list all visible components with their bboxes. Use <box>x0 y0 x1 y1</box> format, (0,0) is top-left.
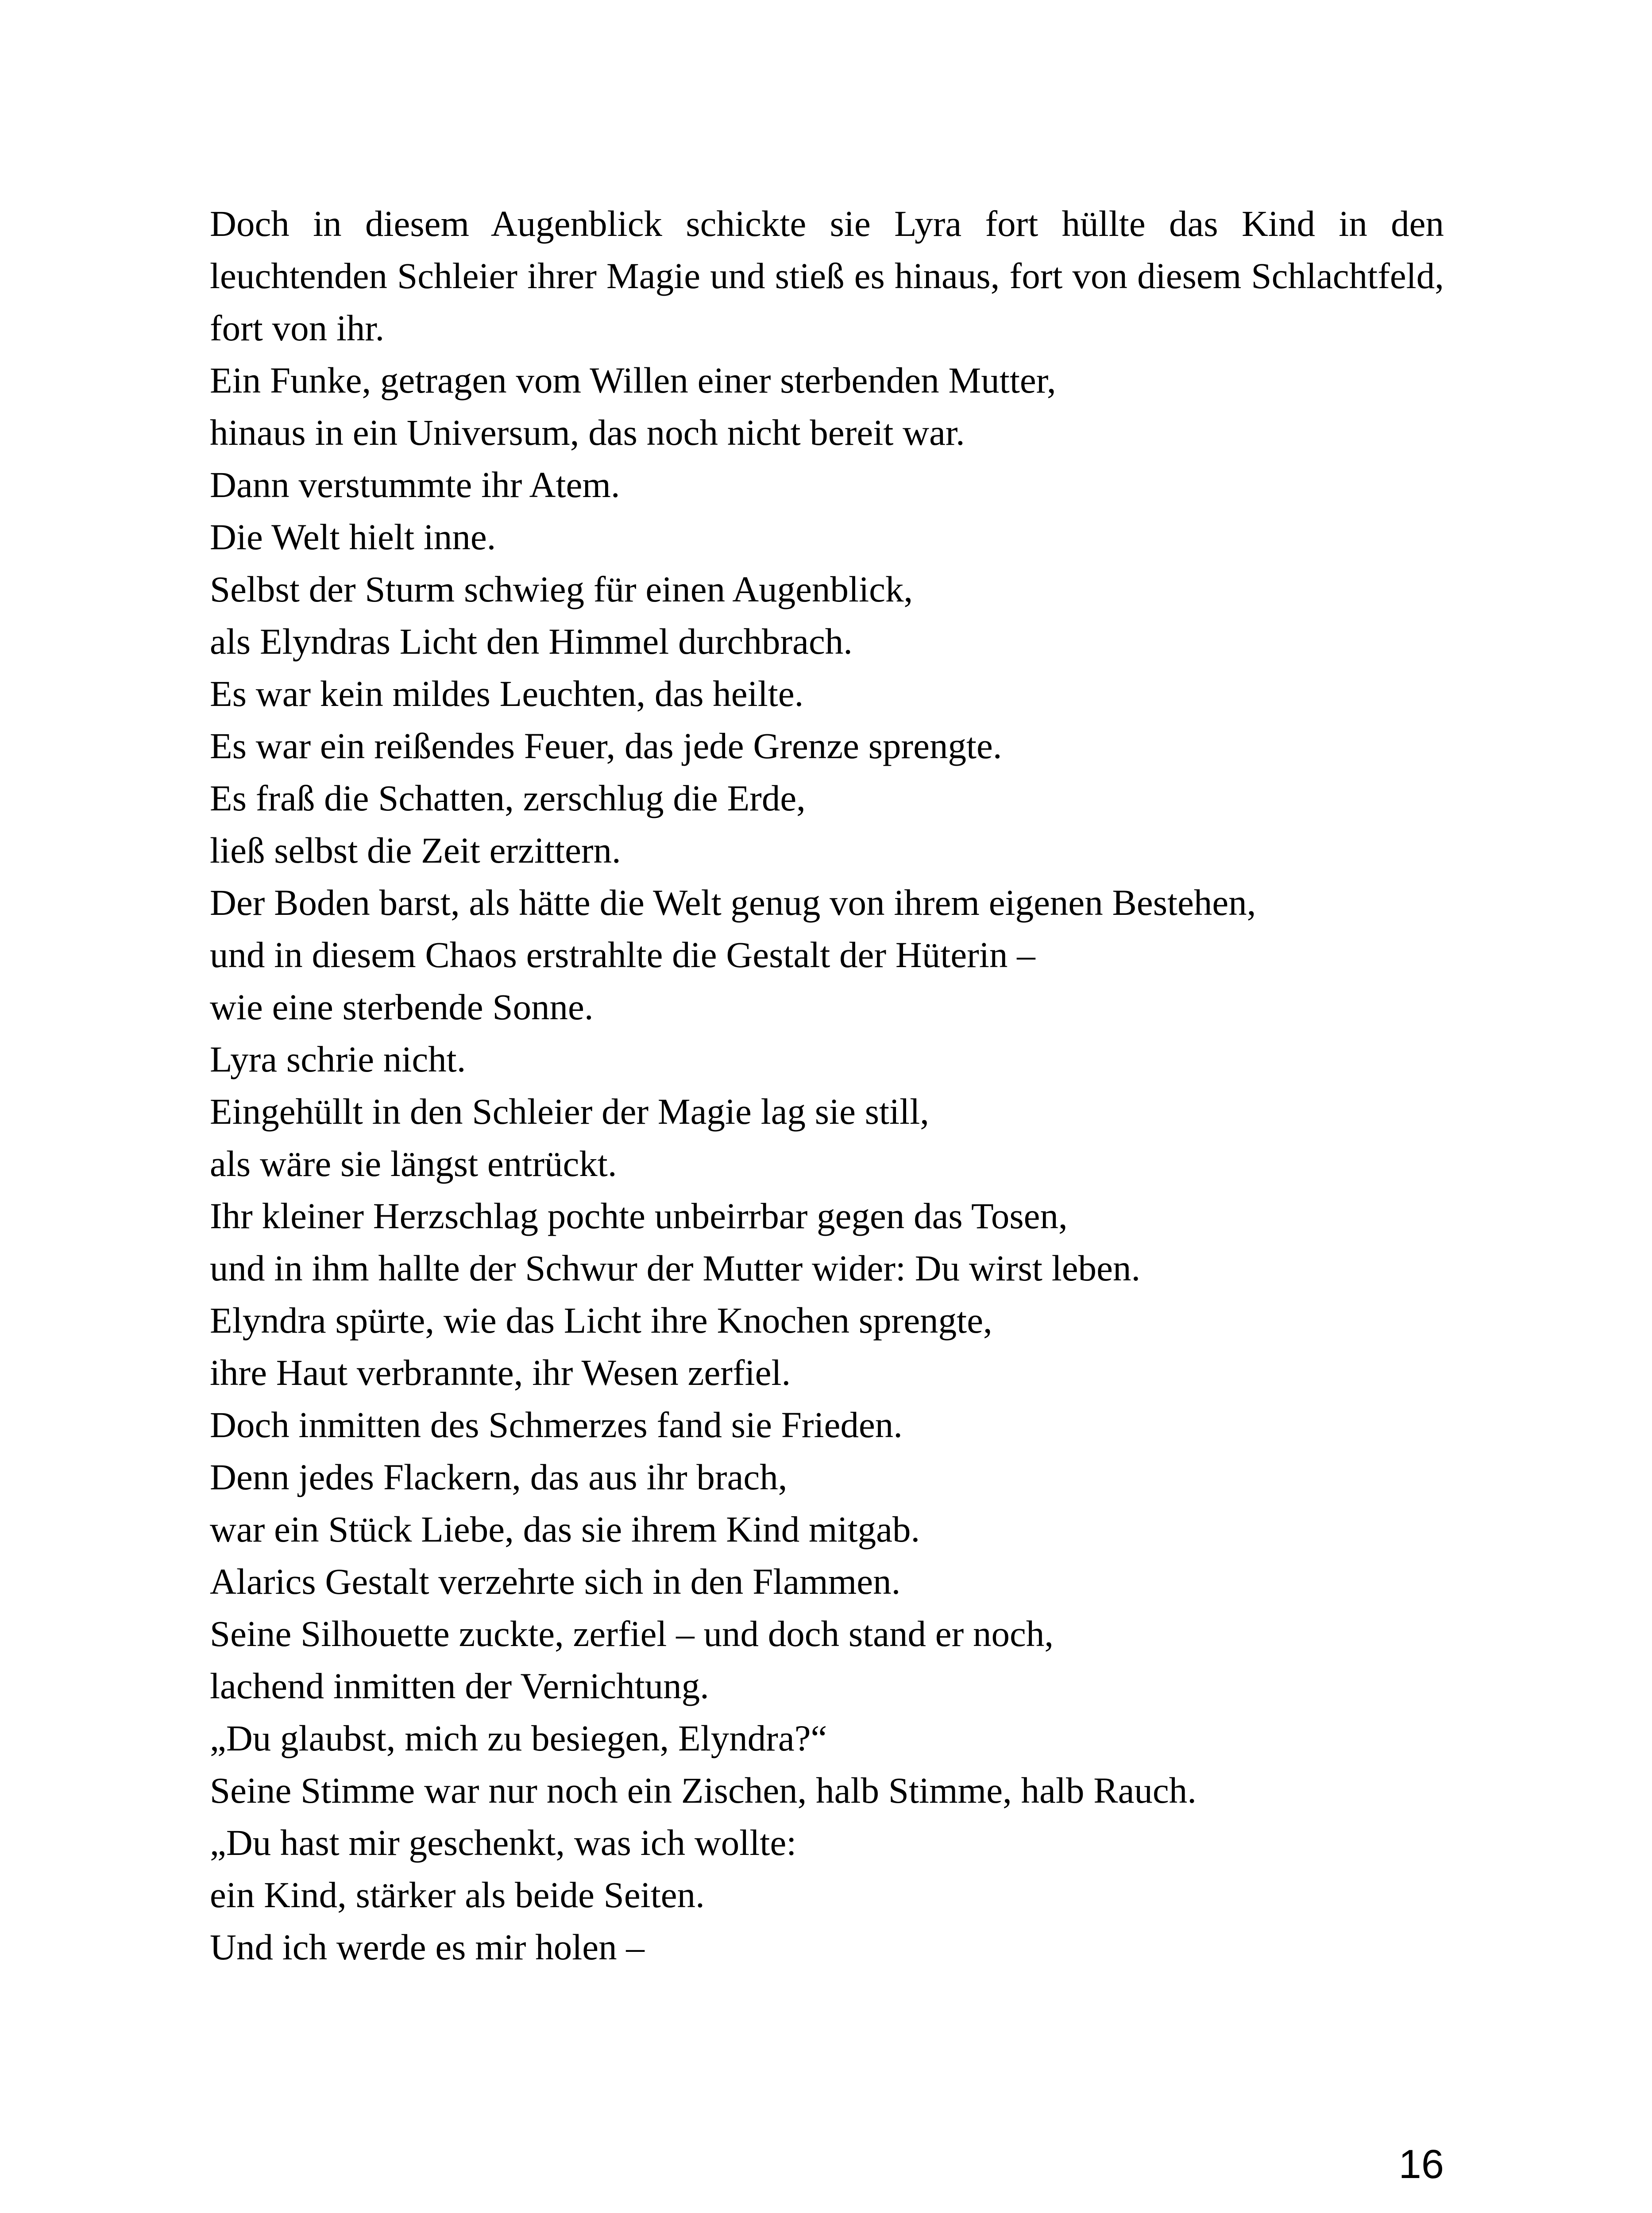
text-line: war ein Stück Liebe, das sie ihrem Kind mitgab. <box>210 1509 920 1550</box>
text-line: Seine Stimme war nur noch ein Zischen, halb Stimme, halb Rauch. <box>210 1770 1197 1811</box>
opening-paragraph: Doch in diesem Augenblick schickte sie Lyra fort hüllte das Kind in den leuchtenden Schleier ihrer Magie und stieß es hinaus, fort von diesem Schlachtfeld, fort von ihr. <box>210 203 1444 348</box>
page-number: 16 <box>1398 2142 1444 2187</box>
text-line: Denn jedes Flackern, das aus ihr brach, <box>210 1457 787 1497</box>
text-line: Und ich werde es mir holen – <box>210 1927 645 1967</box>
text-line: Ein Funke, getragen vom Willen einer sterbenden Mutter, <box>210 360 1056 401</box>
text-line: als wäre sie längst entrückt. <box>210 1143 617 1184</box>
text-line: als Elyndras Licht den Himmel durchbrach. <box>210 621 853 662</box>
text-line: Selbst der Sturm schwieg für einen Augenblick, <box>210 569 913 609</box>
text-line: „Du glaubst, mich zu besiegen, Elyndra?“ <box>210 1718 827 1758</box>
text-line: Alarics Gestalt verzehrte sich in den Flammen. <box>210 1561 901 1602</box>
text-line: „Du hast mir geschenkt, was ich wollte: <box>210 1822 797 1863</box>
text-line: Doch inmitten des Schmerzes fand sie Frieden. <box>210 1404 903 1445</box>
text-line: ein Kind, stärker als beide Seiten. <box>210 1874 705 1915</box>
body-text <box>210 197 1444 1973</box>
text-line: wie eine sterbende Sonne. <box>210 987 594 1027</box>
text-line: Elyndra spürte, wie das Licht ihre Knochen sprengte, <box>210 1300 992 1341</box>
text-line: und in ihm hallte der Schwur der Mutter wider: Du wirst leben. <box>210 1248 1141 1288</box>
text-line: und in diesem Chaos erstrahlte die Gestalt der Hüterin – <box>210 934 1035 975</box>
text-line: ließ selbst die Zeit erzittern. <box>210 830 621 871</box>
text-line: hinaus in ein Universum, das noch nicht bereit war. <box>210 412 965 453</box>
text-line: Eingehüllt in den Schleier der Magie lag sie still, <box>210 1091 930 1132</box>
text-line: Es fraß die Schatten, zerschlug die Erde, <box>210 778 806 818</box>
text-line: Dann verstummte ihr Atem. <box>210 464 620 505</box>
text-line: lachend inmitten der Vernichtung. <box>210 1666 709 1706</box>
text-line: Es war ein reißendes Feuer, das jede Grenze sprengte. <box>210 725 1002 766</box>
text-line: Der Boden barst, als hätte die Welt genug von ihrem eigenen Bestehen, <box>210 882 1256 923</box>
text-line: Lyra schrie nicht. <box>210 1039 466 1080</box>
text-line: Seine Silhouette zuckte, zerfiel – und doch stand er noch, <box>210 1613 1054 1654</box>
text-line: ihre Haut verbrannte, ihr Wesen zerfiel. <box>210 1352 791 1393</box>
text-line: Es war kein mildes Leuchten, das heilte. <box>210 673 804 714</box>
text-line: Die Welt hielt inne. <box>210 517 496 557</box>
text-line: Ihr kleiner Herzschlag pochte unbeirrbar gegen das Tosen, <box>210 1195 1068 1236</box>
